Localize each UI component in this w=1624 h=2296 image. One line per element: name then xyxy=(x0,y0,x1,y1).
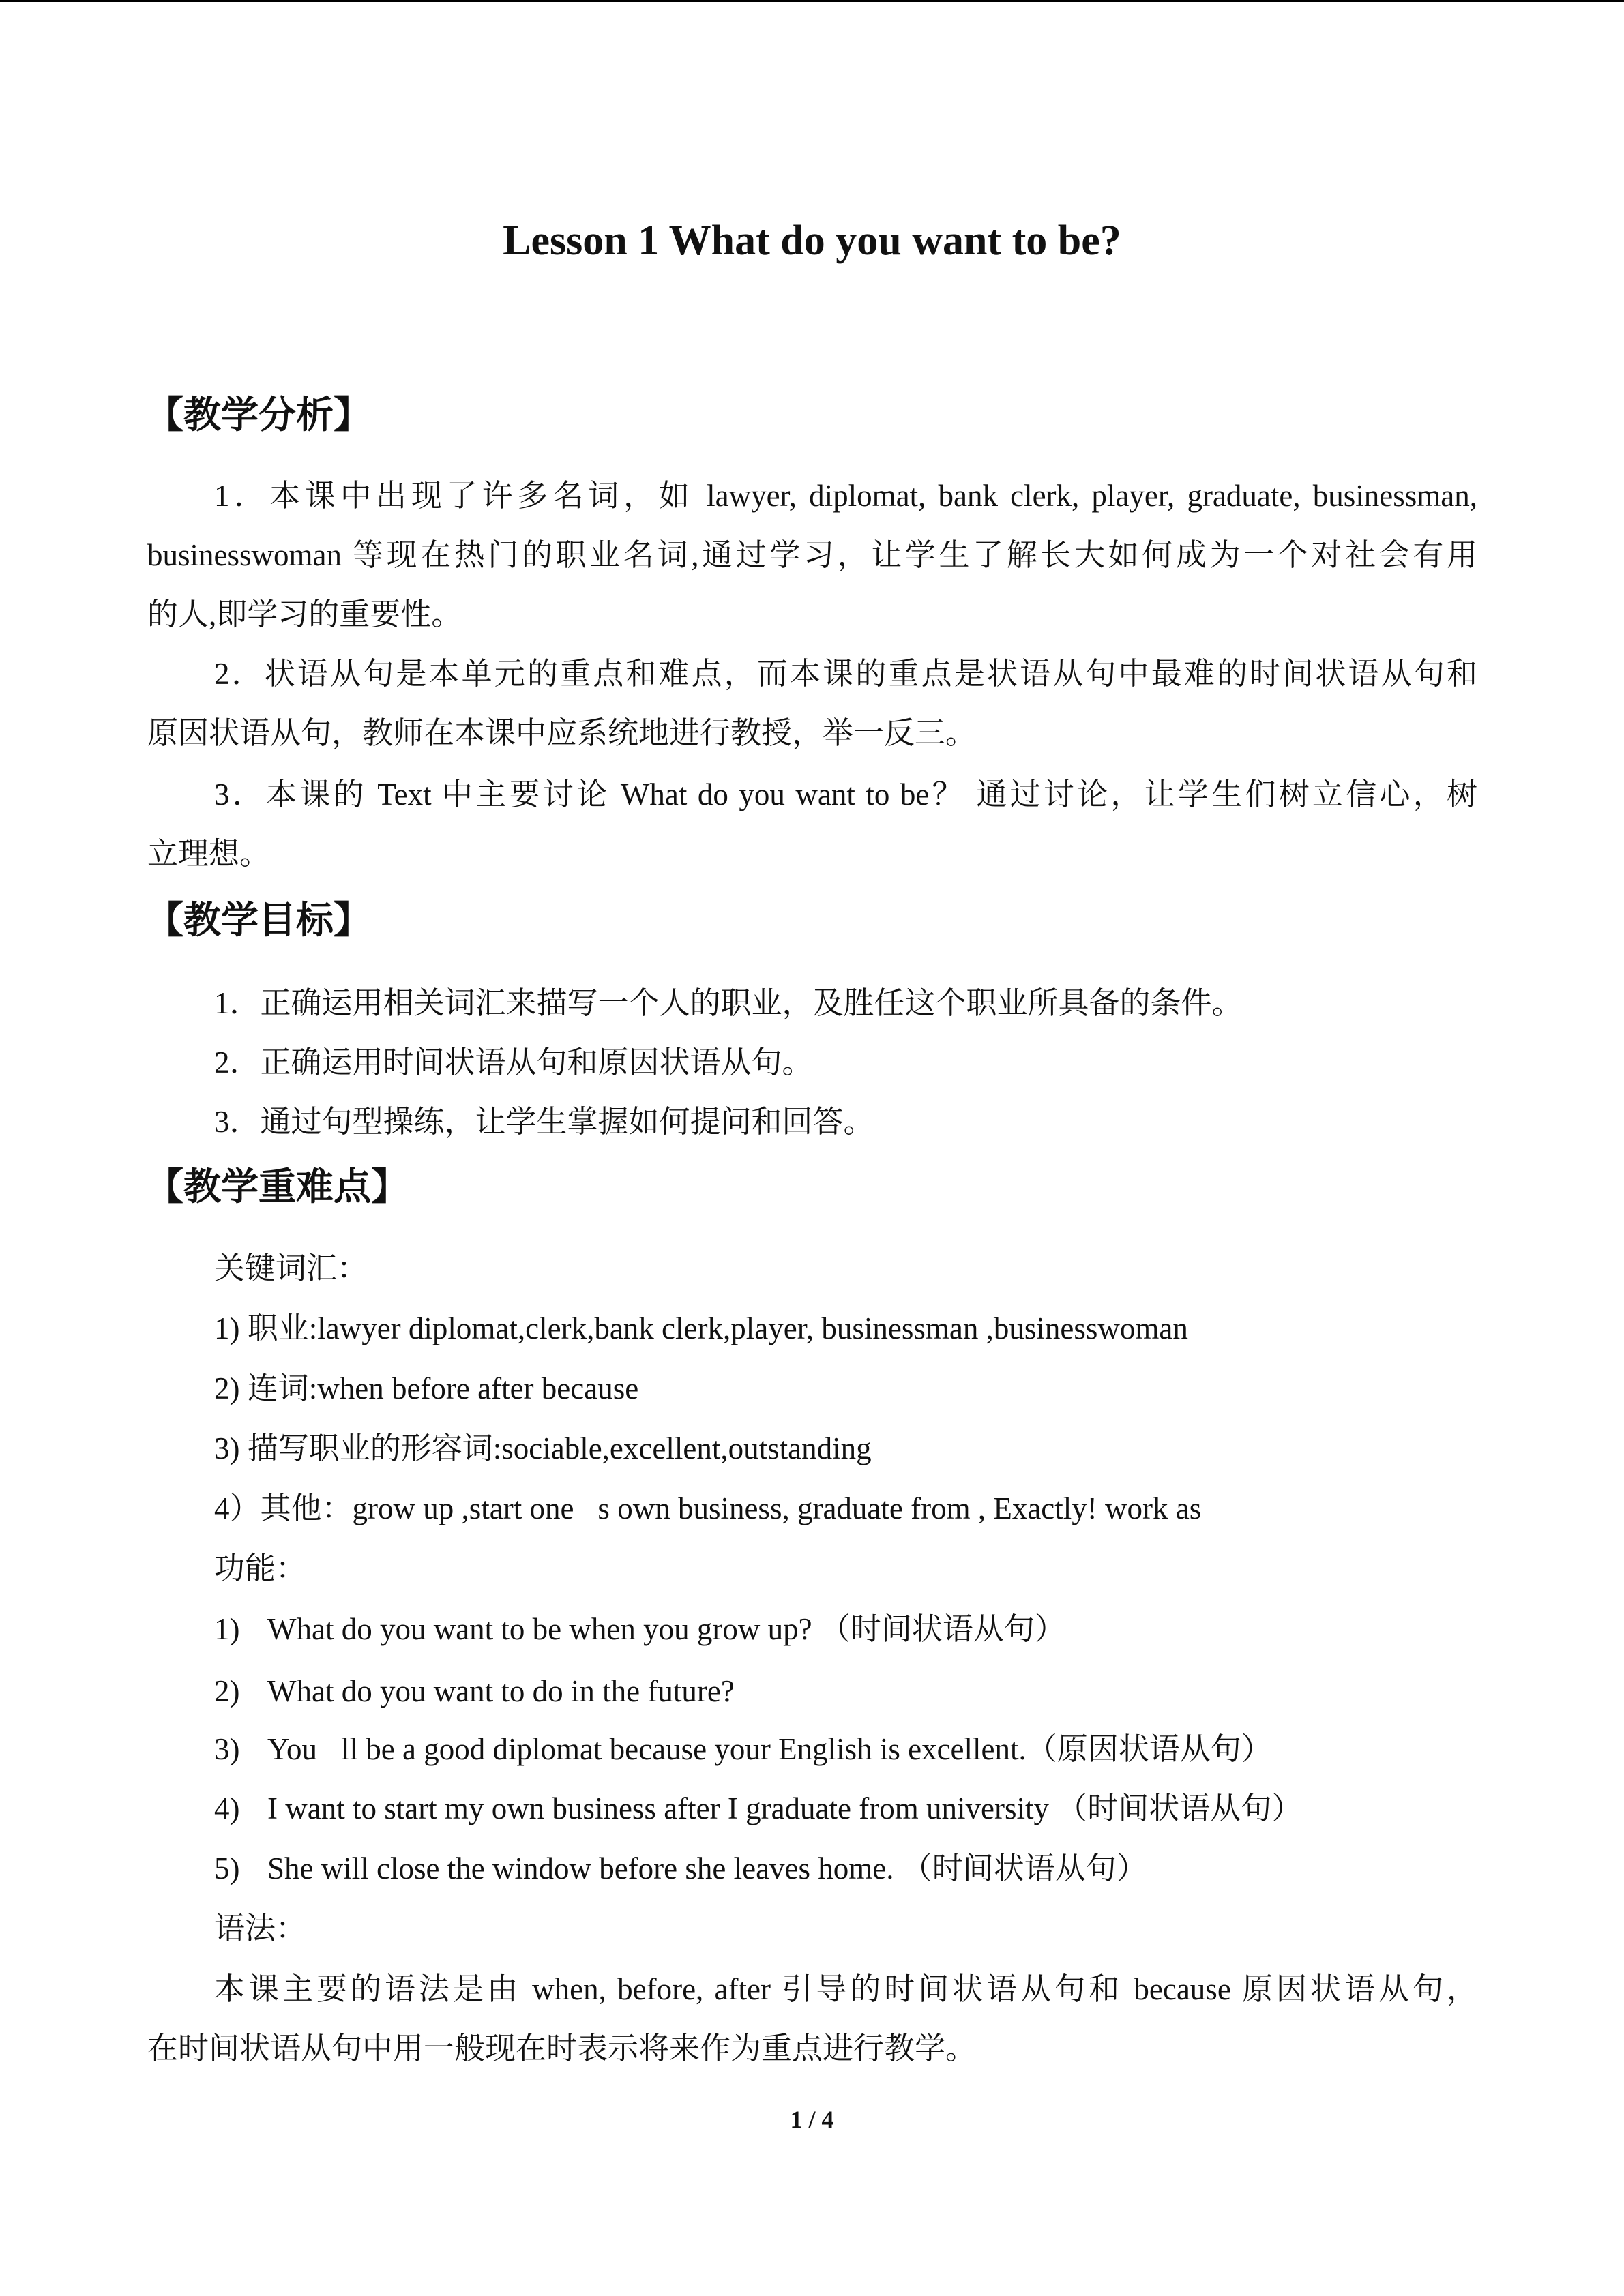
function-number: 5) xyxy=(214,1851,240,1885)
function-item xyxy=(214,1729,1272,1770)
heading-analysis: 【教学分析】 xyxy=(146,393,372,436)
function-text: What do you want to be when you grow up? （时间状语从句） xyxy=(267,1612,1065,1646)
analysis-p1-line2: businesswoman 等现在热门的职业名词,通过学习，让学生了解长大如何成为一个对社会有用 xyxy=(147,538,1477,572)
function-number: 2) xyxy=(214,1674,240,1708)
top-border xyxy=(0,0,1624,2)
function-item xyxy=(214,1609,1065,1650)
vocab-item: 2) 连词:when before after because xyxy=(214,1371,639,1405)
heading-key-points: 【教学重难点】 xyxy=(146,1165,409,1208)
function-text: I want to start my own business after I graduate from university （时间状语从句） xyxy=(267,1791,1303,1825)
vocab-item: 3) 描写职业的形容词:sociable,excellent,outstanding xyxy=(214,1431,872,1465)
grammar-line2: 在时间状语从句中用一般现在时表示将来作为重点进行教学。 xyxy=(147,2031,977,2066)
vocab-item: 4）其他：grow up ,start one s own business, graduate from , Exactly! work as xyxy=(214,1491,1202,1525)
heading-objectives: 【教学目标】 xyxy=(146,898,372,942)
grammar-line1: 本课主要的语法是由 when, before, after 引导的时间状语从句和 because 原因状语从句， xyxy=(214,1972,1477,2006)
function-label: 功能： xyxy=(214,1551,307,1585)
function-item xyxy=(214,1671,735,1712)
function-number: 3) xyxy=(214,1732,240,1766)
grammar-label: 语法： xyxy=(214,1911,307,1945)
function-item xyxy=(214,1848,1147,1889)
vocab-label: 关键词汇： xyxy=(214,1251,368,1285)
objective-item: 3．通过句型操练，让学生掌握如何提问和回答。 xyxy=(214,1105,874,1139)
lesson-title: Lesson 1 What do you want to be? xyxy=(503,218,1121,264)
function-text: What do you want to do in the future? xyxy=(267,1674,735,1708)
analysis-p2-line2: 原因状语从句，教师在本课中应系统地进行教授，举一反三。 xyxy=(147,716,977,750)
analysis-p3-line2: 立理想。 xyxy=(147,837,271,871)
function-number: 4) xyxy=(214,1791,240,1825)
analysis-p1-line1: 1．本课中出现了许多名词，如 lawyer, diplomat, bank clerk, player, graduate, businessman, xyxy=(214,479,1477,513)
objective-item: 1．正确运用相关词汇来描写一个人的职业，及胜任这个职业所具备的条件。 xyxy=(214,986,1243,1020)
analysis-p2-line1: 2．状语从句是本单元的重点和难点，而本课的重点是状语从句中最难的时间状语从句和 xyxy=(214,657,1477,691)
function-text: She will close the window before she leaves home. （时间状语从句） xyxy=(267,1851,1147,1885)
analysis-p1-line3: 的人,即学习的重要性。 xyxy=(147,597,462,631)
vocab-item: 1) 职业:lawyer diplomat,clerk,bank clerk,player, businessman ,businesswoman xyxy=(214,1311,1188,1345)
page-number: 1 / 4 xyxy=(790,2106,834,2133)
function-number: 1) xyxy=(214,1612,240,1646)
function-text: You ll be a good diplomat because your English is excellent.（原因状语从句） xyxy=(267,1732,1272,1766)
analysis-p3-line1: 3．本课的 Text 中主要讨论 What do you want to be？ 通过讨论，让学生们树立信心，树 xyxy=(214,777,1477,811)
function-item xyxy=(214,1788,1302,1829)
objective-item: 2．正确运用时间状语从句和原因状语从句。 xyxy=(214,1045,813,1079)
